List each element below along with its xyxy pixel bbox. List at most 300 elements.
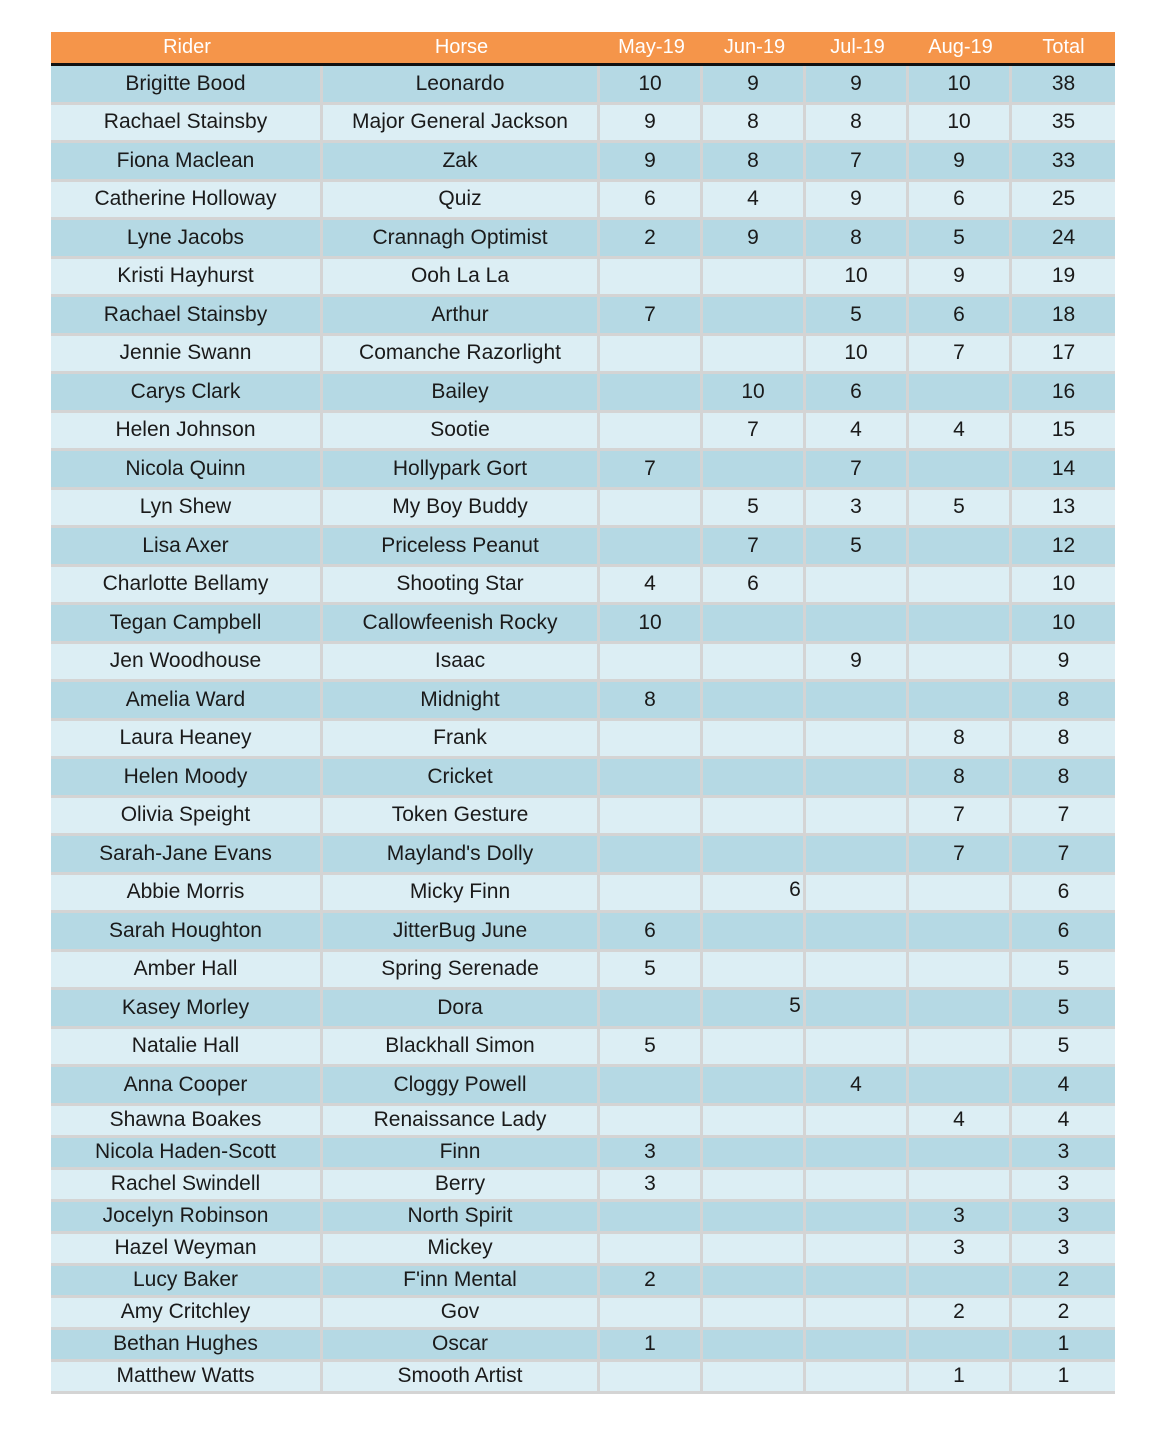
cell-total: 15	[1051, 418, 1076, 442]
cell-horse: Cricket	[323, 759, 600, 795]
cell-total: 5	[1057, 995, 1070, 1019]
cell-jul: 10	[806, 259, 909, 295]
cell-total: 17	[1051, 341, 1076, 365]
cell-jun: 8	[703, 105, 806, 141]
cell-jul: 8	[806, 220, 909, 256]
cell-jul	[806, 952, 909, 988]
cell-jun	[703, 759, 806, 795]
cell-rider: Lyne Jacobs	[51, 220, 323, 256]
cell-jun	[703, 1138, 806, 1167]
cell-jul: 6	[806, 374, 909, 410]
cell-horse: Arthur	[323, 297, 600, 333]
cell-total: 8	[1057, 764, 1070, 788]
table-row	[51, 220, 1115, 259]
cell-horse: F'inn Mental	[323, 1266, 600, 1295]
cell-rider: Anna Cooper	[51, 1067, 323, 1103]
table-row	[51, 66, 1115, 105]
cell-may	[600, 413, 703, 449]
table-row	[51, 913, 1115, 952]
table-row	[51, 490, 1115, 529]
table-row	[51, 1138, 1115, 1170]
cell-jul: 9	[806, 182, 909, 218]
cell-may: 4	[600, 567, 703, 603]
cell-rider: Helen Johnson	[51, 413, 323, 449]
cell-rider: Carys Clark	[51, 374, 323, 410]
cell-jun	[703, 297, 806, 333]
cell-jun	[703, 1029, 806, 1065]
cell-aug	[909, 605, 1012, 641]
cell-aug	[909, 1067, 1012, 1103]
cell-value: 6	[789, 878, 801, 902]
cell-total: 10	[1051, 572, 1076, 596]
table-row	[51, 721, 1115, 760]
table-row	[51, 259, 1115, 298]
cell-horse: Dora	[323, 990, 600, 1026]
table-row	[51, 1298, 1115, 1330]
cell-jul	[806, 721, 909, 757]
table-row	[51, 297, 1115, 336]
cell-rider: Lucy Baker	[51, 1266, 323, 1295]
cell-jun: 5	[703, 490, 806, 526]
cell-aug: 9	[909, 259, 1012, 295]
cell-horse: Berry	[323, 1170, 600, 1199]
cell-horse: Sootie	[323, 413, 600, 449]
cell-rider: Abbie Morris	[51, 875, 323, 911]
cell-jun	[703, 913, 806, 949]
cell-total: 4	[1057, 1108, 1070, 1131]
cell-jul	[806, 1234, 909, 1263]
cell-total: 4	[1057, 1072, 1070, 1096]
cell-total: 3	[1057, 1236, 1070, 1259]
cell-jul: 5	[806, 297, 909, 333]
table-row	[51, 1067, 1115, 1106]
cell-horse: Finn	[323, 1138, 600, 1167]
cell-aug	[909, 952, 1012, 988]
cell-jun: 4	[703, 182, 806, 218]
cell-jul	[806, 990, 909, 1026]
cell-aug: 4	[909, 413, 1012, 449]
cell-may: 5	[600, 1029, 703, 1065]
cell-may: 9	[600, 105, 703, 141]
cell-jun	[703, 952, 806, 988]
cell-aug: 3	[909, 1234, 1012, 1263]
cell-aug	[909, 528, 1012, 564]
cell-may	[600, 1067, 703, 1103]
cell-jul	[806, 1298, 909, 1327]
cell-jul	[806, 836, 909, 872]
cell-jun	[703, 259, 806, 295]
cell-jul	[806, 798, 909, 834]
table-row	[51, 1202, 1115, 1234]
cell-horse: Mayland's Dolly	[323, 836, 600, 872]
table-row	[51, 875, 1115, 914]
cell-total: 16	[1051, 379, 1076, 403]
cell-jun	[703, 1067, 806, 1103]
cell-rider: Sarah Houghton	[51, 913, 323, 949]
cell-total: 2	[1057, 1268, 1070, 1291]
cell-horse: Token Gesture	[323, 798, 600, 834]
table-row	[51, 336, 1115, 375]
cell-rider: Amy Critchley	[51, 1298, 323, 1327]
cell-may	[600, 1362, 703, 1391]
cell-rider: Jennie Swann	[51, 336, 323, 372]
cell-total: 19	[1051, 264, 1076, 288]
cell-aug: 3	[909, 1202, 1012, 1231]
cell-jul: 8	[806, 105, 909, 141]
cell-total: 3	[1057, 1172, 1070, 1195]
cell-horse: Renaissance Lady	[323, 1106, 600, 1135]
cell-value: 5	[789, 993, 801, 1017]
cell-jul: 5	[806, 528, 909, 564]
cell-jun	[703, 990, 806, 1026]
table-row	[51, 182, 1115, 221]
cell-rider: Brigitte Bood	[51, 66, 323, 102]
cell-total: 10	[1051, 610, 1076, 634]
cell-aug: 7	[909, 836, 1012, 872]
cell-total: 5	[1057, 957, 1070, 981]
cell-aug	[909, 682, 1012, 718]
cell-jun	[703, 1266, 806, 1295]
cell-jul	[806, 875, 909, 911]
cell-total: 2	[1057, 1300, 1070, 1323]
cell-may: 2	[600, 220, 703, 256]
table-row	[51, 528, 1115, 567]
cell-jul	[806, 605, 909, 641]
column-header-aug: Aug-19	[928, 36, 993, 58]
cell-rider: Kristi Hayhurst	[51, 259, 323, 295]
cell-total: 6	[1057, 918, 1070, 942]
cell-jul	[806, 913, 909, 949]
cell-may	[600, 875, 703, 911]
cell-jul: 4	[806, 1067, 909, 1103]
cell-total: 33	[1051, 148, 1076, 172]
cell-total: 35	[1051, 110, 1076, 134]
cell-jun	[703, 644, 806, 680]
cell-may: 10	[600, 605, 703, 641]
cell-rider: Catherine Holloway	[51, 182, 323, 218]
cell-jul: 3	[806, 490, 909, 526]
cell-jun: 9	[703, 220, 806, 256]
cell-jun	[703, 1234, 806, 1263]
cell-may	[600, 798, 703, 834]
cell-may	[600, 528, 703, 564]
table-row	[51, 1330, 1115, 1362]
cell-may: 8	[600, 682, 703, 718]
cell-rider: Amelia Ward	[51, 682, 323, 718]
cell-horse: My Boy Buddy	[323, 490, 600, 526]
cell-aug: 2	[909, 1298, 1012, 1327]
cell-rider: Lisa Axer	[51, 528, 323, 564]
cell-rider: Rachael Stainsby	[51, 105, 323, 141]
cell-aug	[909, 644, 1012, 680]
cell-total: 18	[1051, 302, 1076, 326]
cell-jul	[806, 682, 909, 718]
cell-may	[600, 374, 703, 410]
cell-total: 1	[1057, 1364, 1070, 1387]
cell-rider: Lyn Shew	[51, 490, 323, 526]
cell-rider: Olivia Speight	[51, 798, 323, 834]
table-row	[51, 1029, 1115, 1068]
cell-jun	[703, 1106, 806, 1135]
cell-may: 9	[600, 143, 703, 179]
cell-jul	[806, 1029, 909, 1065]
cell-rider: Jocelyn Robinson	[51, 1202, 323, 1231]
table-header-row	[51, 32, 1115, 66]
column-header-jul: Jul-19	[830, 36, 885, 58]
cell-aug: 6	[909, 182, 1012, 218]
cell-jul	[806, 1362, 909, 1391]
cell-may	[600, 990, 703, 1026]
cell-may: 3	[600, 1170, 703, 1199]
cell-horse: Midnight	[323, 682, 600, 718]
cell-rider: Charlotte Bellamy	[51, 567, 323, 603]
cell-total: 7	[1057, 841, 1070, 865]
cell-horse: Spring Serenade	[323, 952, 600, 988]
table-row	[51, 374, 1115, 413]
cell-jun	[703, 836, 806, 872]
table-row	[51, 682, 1115, 721]
cell-aug	[909, 990, 1012, 1026]
cell-may: 7	[600, 297, 703, 333]
cell-jun	[703, 1170, 806, 1199]
cell-rider: Sarah-Jane Evans	[51, 836, 323, 872]
cell-rider: Amber Hall	[51, 952, 323, 988]
cell-total: 1	[1057, 1332, 1070, 1355]
cell-horse: Bailey	[323, 374, 600, 410]
cell-may	[600, 1106, 703, 1135]
table-row	[51, 451, 1115, 490]
table-row	[51, 1266, 1115, 1298]
cell-may	[600, 1202, 703, 1231]
cell-rider: Rachael Stainsby	[51, 297, 323, 333]
cell-jul	[806, 1170, 909, 1199]
cell-aug: 8	[909, 721, 1012, 757]
cell-horse: Quiz	[323, 182, 600, 218]
cell-aug	[909, 451, 1012, 487]
cell-total: 8	[1057, 687, 1070, 711]
cell-jun	[703, 1330, 806, 1359]
cell-jul	[806, 1138, 909, 1167]
table-row	[51, 952, 1115, 991]
cell-jul: 4	[806, 413, 909, 449]
cell-aug: 10	[909, 66, 1012, 102]
cell-aug	[909, 1266, 1012, 1295]
cell-rider: Helen Moody	[51, 759, 323, 795]
table-row	[51, 105, 1115, 144]
cell-horse: Zak	[323, 143, 600, 179]
cell-may: 1	[600, 1330, 703, 1359]
table-row	[51, 798, 1115, 837]
cell-horse: Micky Finn	[323, 875, 600, 911]
cell-may: 6	[600, 182, 703, 218]
cell-rider: Fiona Maclean	[51, 143, 323, 179]
cell-total: 12	[1051, 533, 1076, 557]
table-row	[51, 759, 1115, 798]
cell-rider: Nicola Haden-Scott	[51, 1138, 323, 1167]
cell-may	[600, 336, 703, 372]
cell-aug: 5	[909, 220, 1012, 256]
cell-aug	[909, 1029, 1012, 1065]
cell-jun	[703, 875, 806, 911]
cell-may: 10	[600, 66, 703, 102]
cell-rider: Bethan Hughes	[51, 1330, 323, 1359]
cell-rider: Shawna Boakes	[51, 1106, 323, 1135]
cell-jun	[703, 798, 806, 834]
cell-may: 7	[600, 451, 703, 487]
cell-may	[600, 1234, 703, 1263]
cell-may: 5	[600, 952, 703, 988]
cell-rider: Kasey Morley	[51, 990, 323, 1026]
cell-jun	[703, 721, 806, 757]
table-row	[51, 644, 1115, 683]
cell-jun	[703, 605, 806, 641]
cell-horse: Major General Jackson	[323, 105, 600, 141]
cell-total: 3	[1057, 1140, 1070, 1163]
cell-jul	[806, 759, 909, 795]
cell-aug	[909, 875, 1012, 911]
table-body	[51, 66, 1115, 1394]
cell-horse: Oscar	[323, 1330, 600, 1359]
cell-jul: 7	[806, 451, 909, 487]
cell-horse: Shooting Star	[323, 567, 600, 603]
cell-aug: 7	[909, 336, 1012, 372]
cell-may	[600, 836, 703, 872]
column-header-rider: Rider	[163, 36, 211, 58]
cell-horse: Isaac	[323, 644, 600, 680]
cell-may	[600, 259, 703, 295]
cell-aug: 6	[909, 297, 1012, 333]
cell-jul: 7	[806, 143, 909, 179]
cell-horse: Crannagh Optimist	[323, 220, 600, 256]
cell-may	[600, 759, 703, 795]
cell-jun	[703, 682, 806, 718]
table-row	[51, 143, 1115, 182]
column-header-may: May-19	[618, 36, 685, 58]
table-row	[51, 605, 1115, 644]
table-row	[51, 1362, 1115, 1394]
cell-aug	[909, 374, 1012, 410]
cell-rider: Laura Heaney	[51, 721, 323, 757]
cell-jul: 9	[806, 644, 909, 680]
table-row	[51, 567, 1115, 606]
cell-total: 13	[1051, 495, 1076, 519]
cell-horse: Cloggy Powell	[323, 1067, 600, 1103]
cell-aug: 8	[909, 759, 1012, 795]
table-row	[51, 990, 1115, 1029]
cell-horse: Smooth Artist	[323, 1362, 600, 1391]
cell-may: 3	[600, 1138, 703, 1167]
table-row	[51, 1106, 1115, 1138]
cell-rider: Hazel Weyman	[51, 1234, 323, 1263]
cell-jul: 9	[806, 66, 909, 102]
cell-total: 38	[1051, 71, 1076, 95]
cell-horse: Frank	[323, 721, 600, 757]
cell-jun: 8	[703, 143, 806, 179]
cell-jun: 10	[703, 374, 806, 410]
cell-total: 6	[1057, 880, 1070, 904]
cell-rider: Rachel Swindell	[51, 1170, 323, 1199]
table-row	[51, 1170, 1115, 1202]
table-row	[51, 836, 1115, 875]
cell-jun: 7	[703, 413, 806, 449]
cell-aug: 5	[909, 490, 1012, 526]
cell-jul	[806, 1266, 909, 1295]
cell-rider: Jen Woodhouse	[51, 644, 323, 680]
cell-horse: Gov	[323, 1298, 600, 1327]
cell-jun: 9	[703, 66, 806, 102]
cell-may	[600, 721, 703, 757]
cell-horse: Hollypark Gort	[323, 451, 600, 487]
cell-total: 3	[1057, 1204, 1070, 1227]
cell-horse: Callowfeenish Rocky	[323, 605, 600, 641]
cell-horse: Blackhall Simon	[323, 1029, 600, 1065]
cell-rider: Tegan Campbell	[51, 605, 323, 641]
cell-horse: Ooh La La	[323, 259, 600, 295]
cell-rider: Natalie Hall	[51, 1029, 323, 1065]
cell-total: 7	[1057, 803, 1070, 827]
cell-jun	[703, 1202, 806, 1231]
cell-may	[600, 644, 703, 680]
cell-jun	[703, 451, 806, 487]
cell-jul	[806, 1330, 909, 1359]
cell-jul	[806, 567, 909, 603]
cell-horse: Mickey	[323, 1234, 600, 1263]
cell-jul	[806, 1106, 909, 1135]
cell-may: 2	[600, 1266, 703, 1295]
cell-jun	[703, 336, 806, 372]
cell-horse: Priceless Peanut	[323, 528, 600, 564]
cell-total: 5	[1057, 1034, 1070, 1058]
cell-aug: 10	[909, 105, 1012, 141]
cell-may	[600, 490, 703, 526]
results-table	[51, 32, 1115, 1394]
column-header-horse: Horse	[434, 36, 489, 58]
cell-aug	[909, 567, 1012, 603]
cell-aug	[909, 1170, 1012, 1199]
cell-jun: 7	[703, 528, 806, 564]
cell-aug: 9	[909, 143, 1012, 179]
cell-aug	[909, 913, 1012, 949]
column-header-total: Total	[1042, 36, 1085, 58]
cell-jul: 10	[806, 336, 909, 372]
cell-horse: North Spirit	[323, 1202, 600, 1231]
cell-horse: Leonardo	[323, 66, 600, 102]
cell-total: 14	[1051, 456, 1076, 480]
cell-jun	[703, 1298, 806, 1327]
cell-rider: Matthew Watts	[51, 1362, 323, 1391]
cell-jun	[703, 1362, 806, 1391]
cell-may: 6	[600, 913, 703, 949]
cell-jul	[806, 1202, 909, 1231]
cell-total: 24	[1051, 225, 1076, 249]
table-row	[51, 1234, 1115, 1266]
cell-total: 8	[1057, 726, 1070, 750]
cell-aug: 4	[909, 1106, 1012, 1135]
cell-jun: 6	[703, 567, 806, 603]
cell-aug: 1	[909, 1362, 1012, 1391]
cell-aug	[909, 1330, 1012, 1359]
cell-may	[600, 1298, 703, 1327]
cell-horse: JitterBug June	[323, 913, 600, 949]
table-row	[51, 413, 1115, 452]
cell-horse: Comanche Razorlight	[323, 336, 600, 372]
cell-aug: 7	[909, 798, 1012, 834]
cell-rider: Nicola Quinn	[51, 451, 323, 487]
column-header-jun: Jun-19	[723, 36, 786, 58]
cell-aug	[909, 1138, 1012, 1167]
cell-total: 25	[1051, 187, 1076, 211]
cell-total: 9	[1057, 649, 1070, 673]
